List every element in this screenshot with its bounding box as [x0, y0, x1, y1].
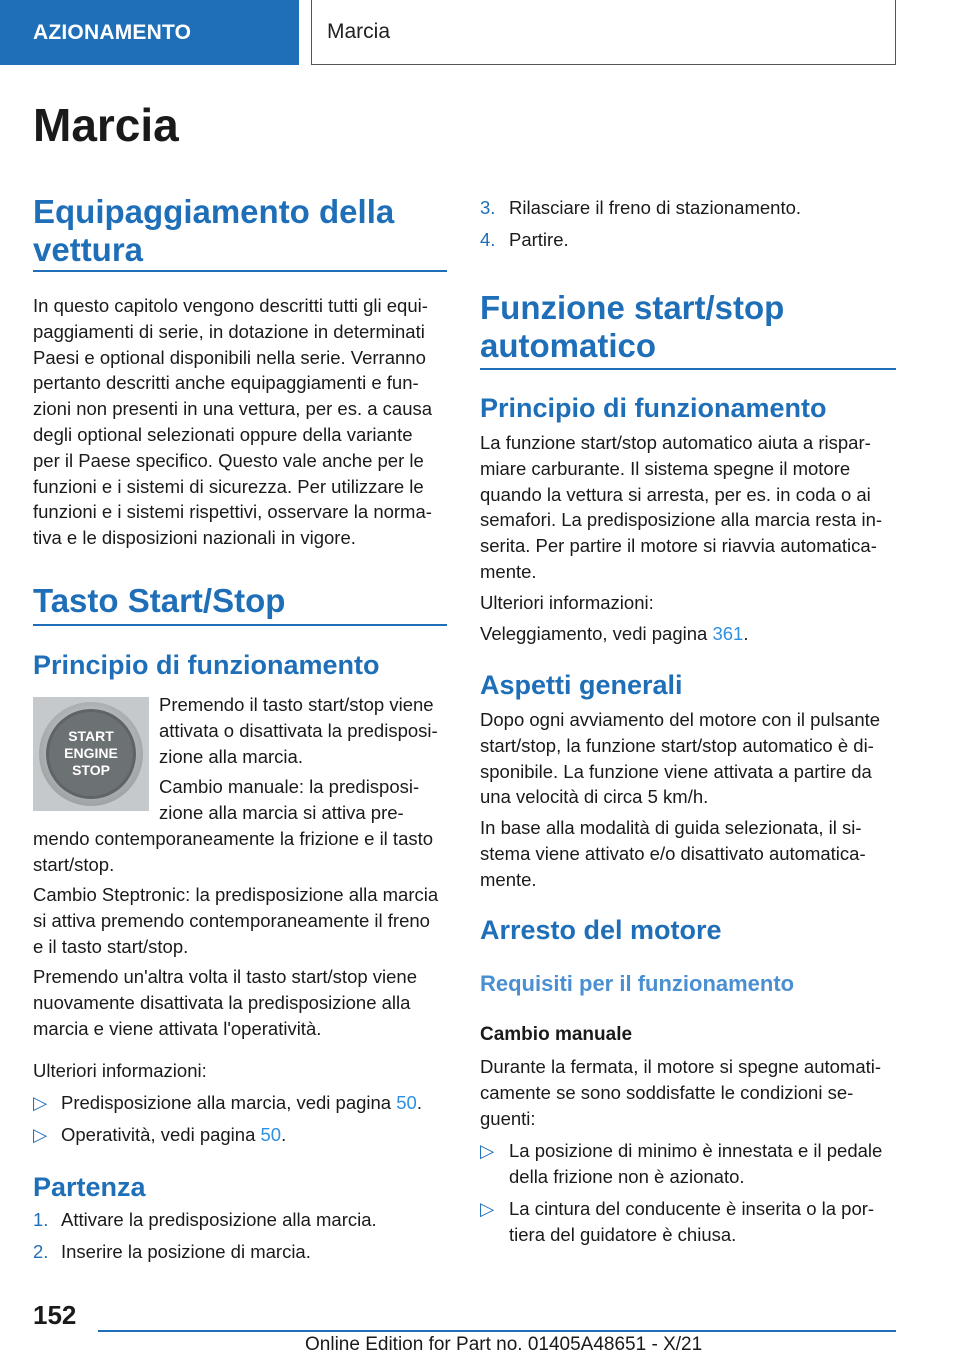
button-text-stop: STOP [72, 762, 110, 778]
step-number: 1. [33, 1209, 49, 1230]
equipaggiamento-text: In questo capitolo vengono descritti tutti gli equi- paggiamenti di serie, in dotazione in determinati Paesi e optional disponibili nella serie. Verranno pertanto descritti anche equipaggiamenti e fun- zioni non presenti in una vettura, per es. a causa degli optional selezionati oppure della variante per il Paese specifico. Questo vale anche per le funzioni e i sistemi di sicurezza. Per utilizzare le funzioni e i sistemi rispettivi, osservare la norma- tiva e le disposizioni nazionali in vigore. [33, 295, 433, 549]
list-item: La posizione di minimo è innestata e il pedale della frizione non è azionato. [509, 1140, 883, 1187]
more-info-right: Ulteriori informazioni: [480, 592, 654, 613]
step-number: 2. [33, 1241, 49, 1262]
section-rule [480, 368, 896, 370]
heading-arresto-motore: Arresto del motore [480, 915, 722, 945]
cambio-text: Durante la fermata, il motore si spegne automati- camente se sono soddisfatte le condizioni se- guenti: [480, 1056, 882, 1129]
step-text: Partire. [509, 229, 569, 250]
principio-para2-top: Cambio manuale: la predisposi- zione alla marcia si attiva pre- [159, 776, 420, 823]
step-text: Rilasciare il freno di stazionamento. [509, 197, 802, 218]
list-item: Operatività, vedi pagina 50. [61, 1124, 287, 1145]
page-link[interactable]: 361 [712, 623, 744, 644]
principio-para4: Premendo un'altra volta il tasto start/stop viene nuovamente disattivata la predisposizione alla marcia e viene attivata l'operatività. [33, 966, 418, 1039]
list-item: La cintura del conducente è inserita o la por- tiera del guidatore è chiusa. [509, 1198, 875, 1245]
heading-principio-left: Principio di funzionamento [33, 650, 380, 680]
page-link[interactable]: 50 [396, 1092, 417, 1113]
section-label: AZIONAMENTO [33, 20, 192, 44]
bullet-triangle-icon: ▷ [33, 1124, 48, 1145]
veleggiamento-ref: Veleggiamento, vedi pagina 361. [480, 623, 749, 644]
principio-para1: Premendo il tasto start/stop viene attivata o disattivata la predisposi- zione alla marcia. [159, 694, 438, 767]
heading-start-stop-automatico: Funzione start/stop automatico [480, 289, 785, 364]
footer-rule [98, 1330, 896, 1332]
step-number: 4. [480, 229, 496, 250]
bullet-triangle-icon: ▷ [33, 1092, 48, 1113]
step-text: Attivare la predisposizione alla marcia. [61, 1209, 377, 1230]
heading-partenza: Partenza [33, 1172, 146, 1202]
start-stop-button-image [33, 697, 149, 811]
aspetti-para1: Dopo ogni avviamento del motore con il pulsante start/stop, la funzione start/stop automatico è di- sponibile. La funzione viene attivata a partire da una velocità di circa 5 km/h. [480, 709, 881, 808]
button-text-engine: ENGINE [64, 745, 118, 761]
chapter-header [311, 0, 896, 65]
heading-equipaggiamento: Equipaggiamento della vettura [33, 193, 395, 268]
heading-principio-right: Principio di funzionamento [480, 393, 827, 423]
aspetti-para2: In base alla modalità di guida selezionata, il si- stema viene attivato e/o disattivato automatica- mente. [480, 817, 866, 890]
section-tab [0, 0, 299, 65]
page-link[interactable]: 50 [260, 1124, 282, 1145]
step-number: 3. [480, 197, 496, 218]
page-title: Marcia [33, 99, 179, 151]
page-number: 152 [33, 1300, 77, 1330]
heading-cambio-manuale: Cambio manuale [480, 1024, 633, 1045]
section-rule [33, 624, 447, 626]
principio-para2-bottom: mendo contemporaneamente la frizione e il tasto start/stop. [33, 828, 434, 875]
heading-requisiti: Requisiti per il funzionamento [480, 971, 795, 996]
step-text: Inserire la posizione di marcia. [61, 1241, 311, 1262]
bullet-triangle-icon: ▷ [480, 1198, 495, 1219]
footer-edition: Online Edition for Part no. 01405A48651 - X/21 [305, 1334, 703, 1355]
heading-aspetti-generali: Aspetti generali [480, 670, 683, 700]
principio-auto-text: La funzione start/stop automatico aiuta a rispar- miare carburante. Il sistema spegne il motore quando la vettura si arresta, per es. in coda o ai semafori. La predisposizione alla marcia resta in- serita. Per partire il motore si riavvia automatica- mente. [480, 432, 883, 582]
section-rule [33, 270, 447, 272]
principio-para3: Cambio Steptronic: la predisposizione alla marcia si attiva premendo contemporaneamente il freno e il tasto start/stop. [33, 884, 439, 957]
chapter-label: Marcia [327, 20, 391, 43]
heading-tasto-start-stop: Tasto Start/Stop [33, 582, 286, 619]
list-item: Predisposizione alla marcia, vedi pagina 50. [61, 1092, 422, 1113]
bullet-triangle-icon: ▷ [480, 1140, 495, 1161]
more-info-left: Ulteriori informazioni: [33, 1060, 207, 1081]
button-text-start: START [68, 728, 114, 744]
